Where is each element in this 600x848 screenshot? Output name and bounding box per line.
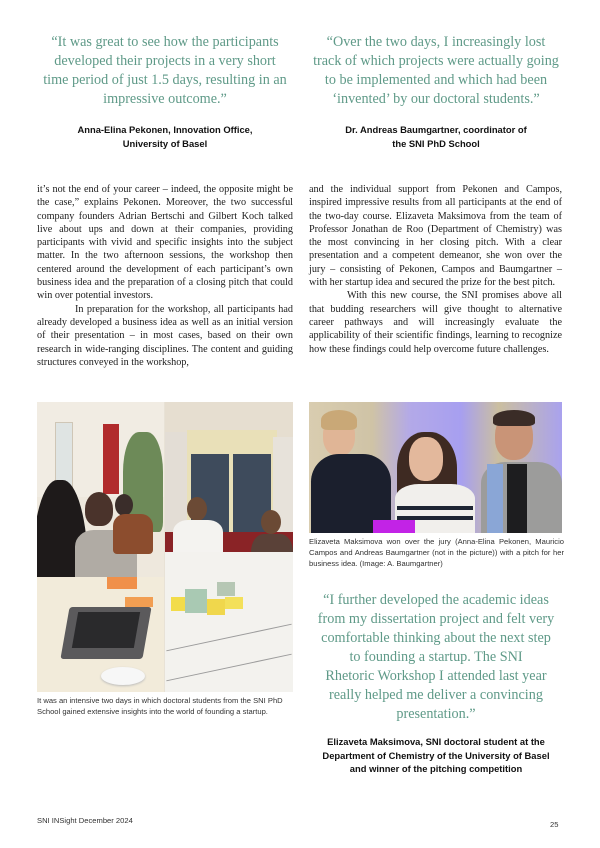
- quote-line: Rhetoric Workshop I attended last year: [325, 668, 547, 684]
- quote-line: developed their projects in a very short: [54, 53, 276, 69]
- quote-line: to founding a startup. The SNI: [349, 649, 523, 665]
- quote-attribution: [300, 735, 572, 776]
- quote-line: really helped me deliver a convincing: [329, 687, 543, 703]
- attribution-line: University of Basel: [122, 137, 208, 149]
- pull-quote-pekonen: [30, 33, 300, 150]
- quote-text: [300, 591, 572, 724]
- workshop-photo: [37, 402, 293, 692]
- workshop-photo-right-half: [165, 402, 293, 692]
- quote-line: impressive outcome.”: [103, 91, 227, 107]
- attribution-line: and winner of the pitching competition: [349, 763, 523, 774]
- attribution-line: Dr. Andreas Baumgartner, coordinator of: [345, 124, 527, 135]
- quote-text: [300, 33, 572, 109]
- attribution-line: Anna-Elina Pekonen, Innovation Office,: [77, 124, 253, 135]
- workshop-photo-left-half: [37, 402, 164, 692]
- attribution-line: Elizaveta Maksimova, SNI doctoral student at the: [327, 736, 545, 747]
- pull-quote-baumgartner: [300, 33, 572, 150]
- quote-line: to be implemented and which had been: [324, 72, 548, 88]
- attribution-line: the SNI PhD School: [392, 137, 480, 149]
- attribution-line: Department of Chemistry of the University of Basel: [322, 749, 550, 761]
- article-paragraph: In preparation for the workshop, all participants had already developed a business idea as well as an initial version of their presentation – in most cases, based on their own research in wide-ranging disciplines. The content and guiding structures conveyed in the workshop,: [37, 303, 293, 368]
- quote-line: “I further developed the academic ideas: [323, 592, 549, 608]
- quote-line: track of which projects were actually going: [313, 53, 559, 69]
- jury-photo-caption: Elizaveta Maksimova won over the jury (Anna-Elina Pekonen, Mauricio Campos and Andreas Baumgartner (not in the picture)) with a pitch for her business idea. (Image: A. Baumgartner): [309, 537, 564, 568]
- footer-publication: SNI INSight December 2024: [37, 816, 133, 825]
- article-paragraph: With this new course, the SNI promises above all that budding researchers will give thought to alternative career pathways and will increasingly evaluate the applicability of their scientific findings, learning to recognize how these findings could help overcome future challenges.: [309, 290, 562, 355]
- pull-quote-maksimova: [300, 591, 572, 776]
- quote-line: “It was great to see how the participants: [51, 34, 279, 50]
- quote-line: presentation.”: [396, 706, 476, 722]
- quote-line: comfortable thinking about the next step: [321, 630, 551, 646]
- quote-line: ‘invented’ by our doctoral students.”: [332, 91, 540, 107]
- workshop-photo-caption: It was an intensive two days in which doctoral students from the SNI PhD School gained extensive insights into the world of founding a startup.: [37, 696, 283, 716]
- article-column-right: [309, 183, 562, 356]
- page-number: 25: [550, 820, 559, 829]
- quote-line: from my dissertation project and felt very: [317, 611, 555, 627]
- quote-attribution: [300, 123, 572, 150]
- quote-line: “Over the two days, I increasingly lost: [326, 34, 546, 50]
- article-paragraph: and the individual support from Pekonen and Campos, inspired impressive results from all participants at the end of the two-day course. Elizaveta Maksimova from the team of Professor Jonathan de Roo (Department of Chemistry) was the most convincing in her closing pitch. With a clear presentation and a competent demeanor, she won over the jury – consisting of Pekonen, Campos and Baumgartner – with her startup idea and secured the prize for the best pitch.: [309, 184, 562, 289]
- article-paragraph: it’s not the end of your career – indeed, the opposite might be the case,” explains Pekonen. Moreover, the two successful company founders Adrian Bertschi and Gilbert Koch talked live about ups and down at their companies, providing participants with vivid and specific insights into the subject matter. In the two afternoon sessions, the workshop then centered around the development of each participant’s own business idea and the preparation of a closing pitch that could win over potential investors.: [37, 184, 293, 302]
- jury-photo: [309, 402, 562, 533]
- quote-line: time period of just 1.5 days, resulting in an: [43, 72, 287, 88]
- quote-attribution: [30, 123, 300, 150]
- article-column-left: [37, 183, 293, 369]
- quote-text: [30, 33, 300, 109]
